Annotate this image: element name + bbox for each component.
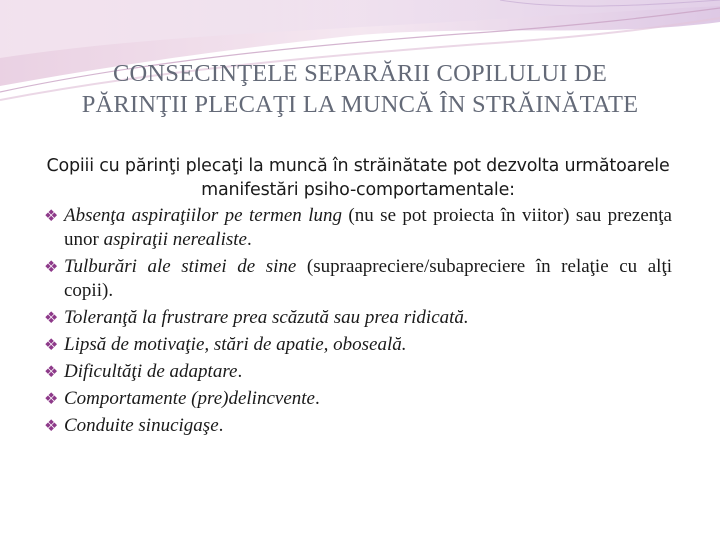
diamond-bullet-icon: ❖: [44, 257, 59, 276]
list-item: [44, 306, 672, 330]
diamond-bullet-icon: ❖: [44, 362, 59, 381]
intro-text: Copiii cu părinţi plecaţi la muncă în străinătate pot dezvolta următoarele manifestări psiho-comportamentale:: [46, 156, 670, 200]
item-text: (nu se pot proiecta în viitor) sau prezenţa unor: [64, 205, 672, 250]
list-item: [44, 255, 672, 303]
item-tail: .: [237, 361, 243, 382]
diamond-bullet-icon: ❖: [44, 206, 59, 225]
item-tail: .: [218, 415, 224, 436]
item-tail: .: [246, 229, 252, 250]
item-italic: Lipsă de motivaţie, stări de apatie, oboseală.: [64, 334, 407, 355]
list-item: [44, 387, 672, 411]
item-italic: Conduite sinucigaşe: [64, 415, 219, 436]
list-item: [44, 360, 672, 384]
title-line-2: PĂRINŢII PLECAŢI LA MUNCĂ ÎN STRĂINĂTATE: [81, 91, 639, 118]
slide-body: [44, 154, 672, 441]
item-italic: Absenţa aspiraţiilor pe termen lung: [64, 205, 342, 226]
item-italic: Tulburări ale stimei de sine: [64, 256, 297, 277]
item-italic: Toleranţă la frustrare prea scăzută sau prea ridicată.: [64, 307, 469, 328]
item-text: (supraapreciere/subapreciere în relaţie cu alţi copii).: [64, 256, 672, 301]
item-italic: Dificultăţi de adaptare: [64, 361, 238, 382]
list-item: [44, 204, 672, 252]
item-italic: Comportamente (pre)delincvente: [64, 388, 315, 409]
diamond-bullet-icon: ❖: [44, 335, 59, 354]
list-item: [44, 414, 672, 438]
item-tail: .: [314, 388, 320, 409]
title-line-1: CONSECINŢELE SEPARĂRII COPILULUI DE: [112, 60, 608, 87]
diamond-bullet-icon: ❖: [44, 389, 59, 408]
slide-title: [20, 58, 700, 120]
diamond-bullet-icon: ❖: [44, 308, 59, 327]
item-italic-2: aspiraţii nerealiste: [103, 229, 247, 250]
list-item: [44, 333, 672, 357]
diamond-bullet-icon: ❖: [44, 416, 59, 435]
